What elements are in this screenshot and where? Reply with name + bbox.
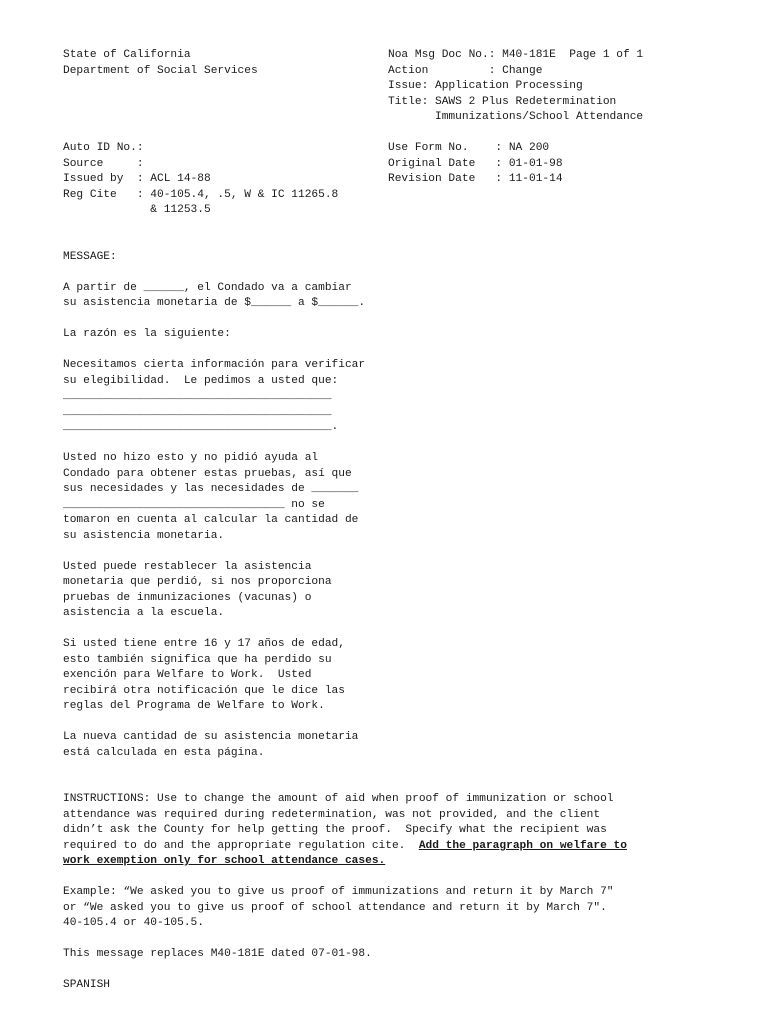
instructions-line [63, 839, 627, 855]
blank-line: ________________________________________. [63, 421, 339, 433]
use-form-line: Use Form No. : NA 200 [388, 142, 550, 154]
instructions-emphasis: work exemption only for school attendance cases. [63, 855, 386, 867]
message-line: Si usted tiene entre 16 y 17 años de edad, [63, 638, 345, 650]
issued-by-line: Issued by : ACL 14-88 [63, 173, 211, 185]
message-line: su elegibilidad. Le pedimos a usted que: [63, 375, 339, 387]
example-line: Example: “We asked you to give us proof of immunizations and return it by March 7" [63, 886, 614, 898]
instructions-line: attendance was required during redetermination, was not provided, and the client [63, 809, 601, 821]
agency-department: Department of Social Services [63, 65, 258, 77]
auto-id-line: Auto ID No.: [63, 142, 144, 154]
doc-number-line: Noa Msg Doc No.: M40-181E Page 1 of 1 [388, 49, 644, 61]
replaces-note: This message replaces M40-181E dated 07-01-98. [63, 948, 372, 960]
title-line: Title: SAWS 2 Plus Redetermination [388, 96, 617, 108]
message-label: MESSAGE: [63, 251, 117, 263]
message-line: pruebas de inmunizaciones (vacunas) o [63, 592, 312, 604]
message-line: La razón es la siguiente: [63, 328, 231, 340]
message-line: recibirá otra notificación que le dice las [63, 685, 345, 697]
example-line: or “We asked you to give us proof of school attendance and return it by March 7". [63, 902, 607, 914]
message-line: Usted puede restablecer la asistencia [63, 561, 312, 573]
message-line: _________________________________ no se [63, 499, 325, 511]
instructions-line: didn’t ask the County for help getting the proof. Specify what the recipient was [63, 824, 607, 836]
message-line: Necesitamos cierta información para verificar [63, 359, 366, 371]
agency-state: State of California [63, 49, 191, 61]
message-line: reglas del Programa de Welfare to Work. [63, 700, 325, 712]
language-label: SPANISH [63, 979, 110, 991]
instructions-emphasis: Add the paragraph on welfare to [418, 840, 627, 852]
message-line: monetaria que perdió, si nos proporciona [63, 576, 332, 588]
message-line: está calculada en esta página. [63, 747, 265, 759]
issue-line: Issue: Application Processing [388, 80, 583, 92]
message-line: Usted no hizo esto y no pidió ayuda al [63, 452, 319, 464]
message-line: su asistencia monetaria de $______ a $______. [63, 297, 366, 309]
action-line: Action : Change [388, 65, 543, 77]
message-line: asistencia a la escuela. [63, 607, 225, 619]
message-line: su asistencia monetaria. [63, 530, 225, 542]
blank-line: ________________________________________ [63, 390, 332, 402]
instructions-text: required to do and the appropriate regulation cite. [63, 840, 419, 852]
message-line: Condado para obtener estas pruebas, así que [63, 468, 352, 480]
reg-cite-line: Reg Cite : 40-105.4, .5, W & IC 11265.8 [63, 189, 339, 201]
original-date-line: Original Date : 01-01-98 [388, 158, 563, 170]
instructions-line: INSTRUCTIONS: Use to change the amount of aid when proof of immunization or school [63, 793, 614, 805]
blank-line: ________________________________________ [63, 406, 332, 418]
message-line: sus necesidades y las necesidades de _______ [63, 483, 359, 495]
message-line: tomaron en cuenta al calcular la cantidad de [63, 514, 359, 526]
message-line: A partir de ______, el Condado va a cambiar [63, 282, 352, 294]
message-line: La nueva cantidad de su asistencia monetaria [63, 731, 359, 743]
reg-cite-continued: & 11253.5 [63, 204, 211, 216]
message-line: exención para Welfare to Work. Usted [63, 669, 312, 681]
message-line: esto también significa que ha perdido su [63, 654, 332, 666]
revision-date-line: Revision Date : 11-01-14 [388, 173, 563, 185]
example-line: 40-105.4 or 40-105.5. [63, 917, 204, 929]
source-line: Source : [63, 158, 144, 170]
title-line-continued: Immunizations/School Attendance [388, 111, 644, 123]
